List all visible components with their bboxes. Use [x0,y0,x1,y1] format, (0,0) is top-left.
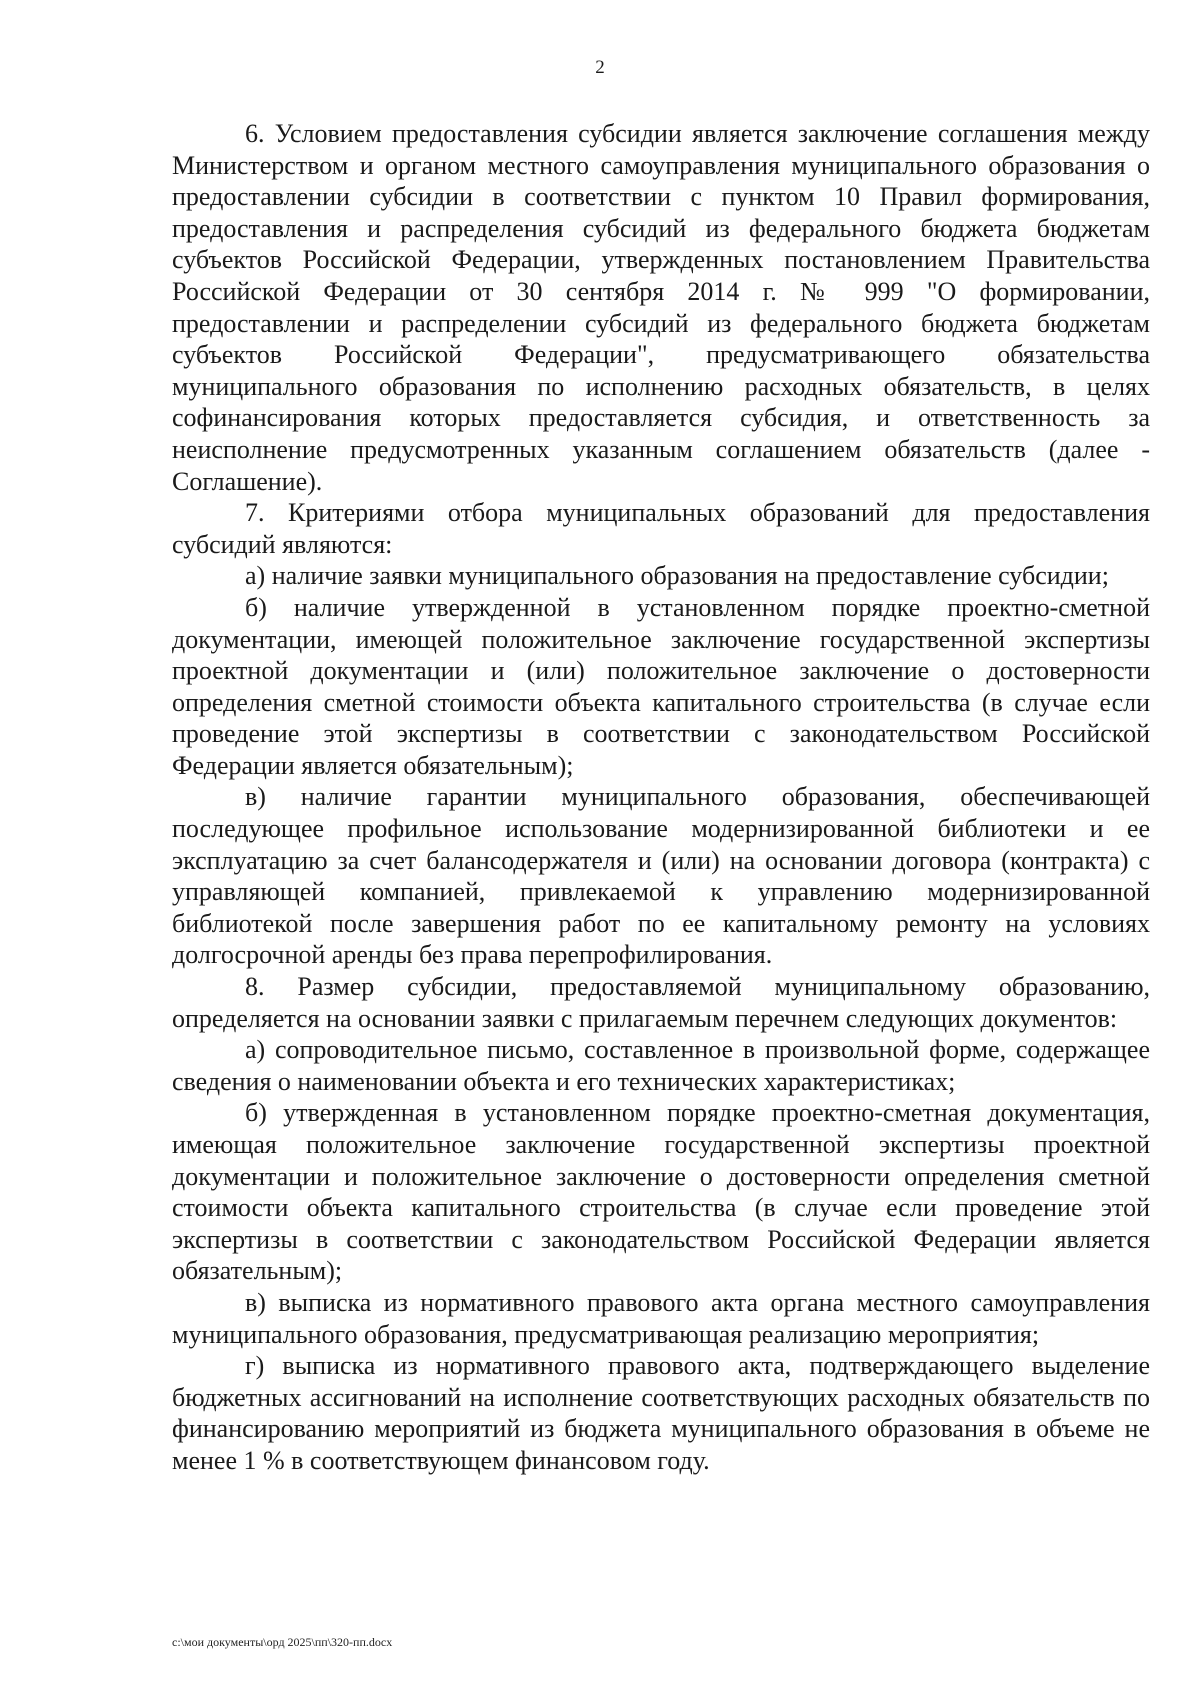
document-body [172,118,1150,1477]
documents-item-a: а) сопроводительное письмо, составленное в произвольной форме, содержащее сведения о наименовании объекта и его технических характеристиках; [172,1035,1150,1096]
paragraph-6-agreement-condition: 6. Условием предоставления субсидии является заключение соглашения между Министерством и органом местного самоуправления муниципального образования о предоставлении субсидии в соответствии с пунктом 10 Правил формирования, предоставления и распределения субсидий из федерального бюджета бюджетам субъектов Российской Федерации, утвержденных постановлением Правительства Российской Федерации от 30 сентября 2014 г. № 999 "О формировании, предоставлении и распределении субсидий из федерального бюджета бюджетам субъектов Российской Федерации", предусматривающего обязательства муниципального образования по исполнению расходных обязательств, в целях софинансирования которых предоставляется субсидия, и ответственность за неисполнение предусмотренных указанным соглашением обязательств (далее - Соглашение). [172,119,1150,496]
paragraph-7-selection-criteria: 7. Критериями отбора муниципальных образований для предоставления субсидий являются: [172,498,1150,559]
criteria-item-v: в) наличие гарантии муниципального образования, обеспечивающей последующее профильное использование модернизированной библиотеки и ее эксплуатацию за счет балансодержателя и (или) на основании договора (контракта) с управляющей компанией, привлекаемой к управлению модернизированной библиотекой после завершения работ по ее капитальному ремонту на условиях долгосрочной аренды без права перепрофилирования. [172,782,1150,970]
documents-item-b: б) утвержденная в установленном порядке проектно-сметная документация, имеющая положительное заключение государственной экспертизы проектной документации и положительное заключение о достоверности определения сметной стоимости объекта капитального строительства (в случае если проведение этой экспертизы в соответствии с законодательством Российской Федерации является обязательным); [172,1098,1150,1286]
documents-item-v: в) выписка из нормативного правового акта органа местного самоуправления муниципального образования, предусматривающая реализацию мероприятия; [172,1287,1150,1349]
criteria-item-a: а) наличие заявки муниципального образования на предоставление субсидии; [245,561,1109,591]
documents-item-g: г) выписка из нормативного правового акта, подтверждающего выделение бюджетных ассигнований на исполнение соответствующих расходных обязательств по финансированию мероприятий из бюджета муниципального образования в объеме не менее 1 % в соответствующем финансовом году. [172,1351,1150,1475]
criteria-item-b: б) наличие утвержденной в установленном порядке проектно-сметной документации, имеющей положительное заключение государственной экспертизы проектной документации и (или) положительное заключение о достоверности определения сметной стоимости объекта капитального строительства (в случае если проведение этой экспертизы в соответствии с законодательством Российской Федерации является обязательным); [172,592,1150,780]
paragraph-8-subsidy-size: 8. Размер субсидии, предоставляемой муниципальному образованию, определяется на основании заявки с прилагаемым перечнем следующих документов: [172,972,1150,1033]
footer-file-path: c:\мои документы\орд 2025\пп\320-пп.docx [172,1635,393,1649]
page-number: 2 [595,57,605,78]
